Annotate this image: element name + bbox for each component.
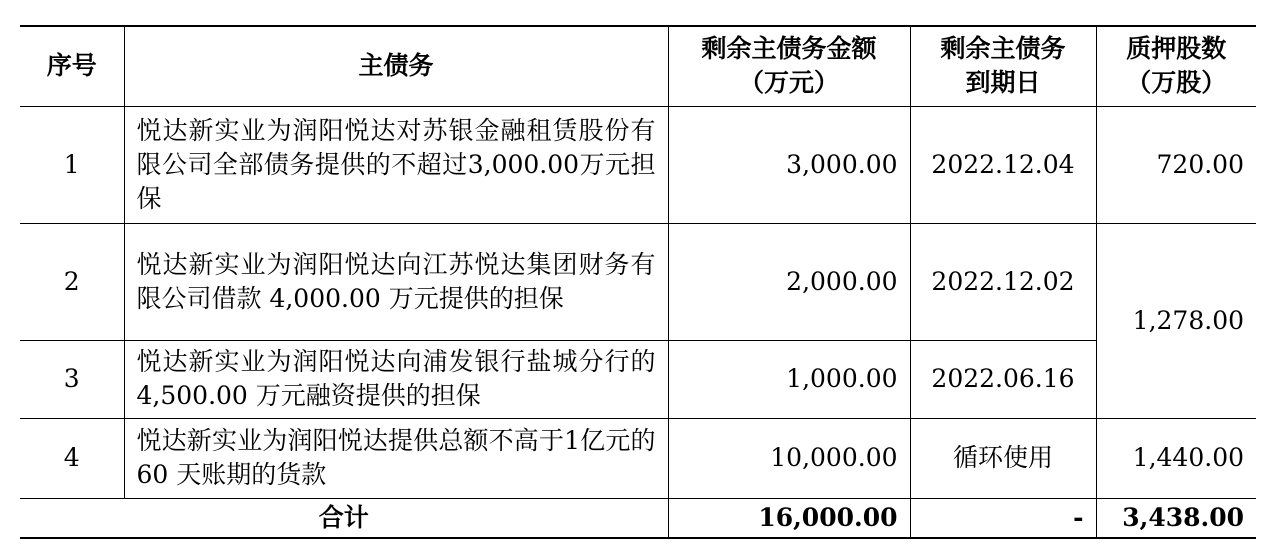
total-label: 合计 bbox=[20, 498, 668, 538]
header-index: 序号 bbox=[20, 26, 124, 106]
total-pledged-shares: 3,438.00 bbox=[1096, 498, 1256, 538]
header-pledged-shares bbox=[1096, 26, 1256, 106]
table-row bbox=[20, 340, 1256, 418]
row-debt-description: 悦达新实业为润阳悦达提供总额不高于1亿元的 60 天账期的货款 bbox=[124, 418, 668, 498]
total-due-date: - bbox=[910, 498, 1096, 538]
header-row bbox=[20, 26, 1256, 106]
header-due-date bbox=[910, 26, 1096, 106]
header-shares-line2: （万股） bbox=[1126, 68, 1227, 98]
row-amount: 10,000.00 bbox=[668, 418, 910, 498]
row-debt-description: 悦达新实业为润阳悦达向浦发银行盐城分行的 4,500.00 万元融资提供的担保 bbox=[124, 340, 668, 418]
row-index: 4 bbox=[20, 418, 124, 498]
row-due-date: 2022.12.02 bbox=[910, 223, 1096, 340]
row-debt-description: 悦达新实业为润阳悦达对苏银金融租赁股份有限公司全部债务提供的不超过3,000.00万元担保 bbox=[124, 106, 668, 223]
header-due-line1: 剩余主债务 bbox=[940, 34, 1066, 64]
row-amount: 2,000.00 bbox=[668, 223, 910, 340]
total-row bbox=[20, 498, 1256, 538]
table-row bbox=[20, 223, 1256, 340]
row-index: 2 bbox=[20, 223, 124, 340]
row-due-date: 循环使用 bbox=[910, 418, 1096, 498]
row-index: 3 bbox=[20, 340, 124, 418]
table-row bbox=[20, 418, 1256, 498]
table-row bbox=[20, 106, 1256, 223]
row-due-date: 2022.12.04 bbox=[910, 106, 1096, 223]
header-amount-line2: （万元） bbox=[738, 68, 839, 98]
row-pledged-shares-merged: 1,278.00 bbox=[1096, 223, 1256, 418]
row-pledged-shares: 1,440.00 bbox=[1096, 418, 1256, 498]
header-amount bbox=[668, 26, 910, 106]
total-amount: 16,000.00 bbox=[668, 498, 910, 538]
row-index: 1 bbox=[20, 106, 124, 223]
row-due-date: 2022.06.16 bbox=[910, 340, 1096, 418]
header-shares-line1: 质押股数 bbox=[1126, 34, 1227, 64]
guarantee-debt-table bbox=[20, 25, 1256, 539]
row-amount: 3,000.00 bbox=[668, 106, 910, 223]
header-due-line2: 到期日 bbox=[965, 68, 1041, 98]
header-amount-line1: 剩余主债务金额 bbox=[701, 34, 877, 64]
row-pledged-shares: 720.00 bbox=[1096, 106, 1256, 223]
row-amount: 1,000.00 bbox=[668, 340, 910, 418]
row-debt-description: 悦达新实业为润阳悦达向江苏悦达集团财务有限公司借款 4,000.00 万元提供的担保 bbox=[124, 223, 668, 340]
header-debt: 主债务 bbox=[124, 26, 668, 106]
